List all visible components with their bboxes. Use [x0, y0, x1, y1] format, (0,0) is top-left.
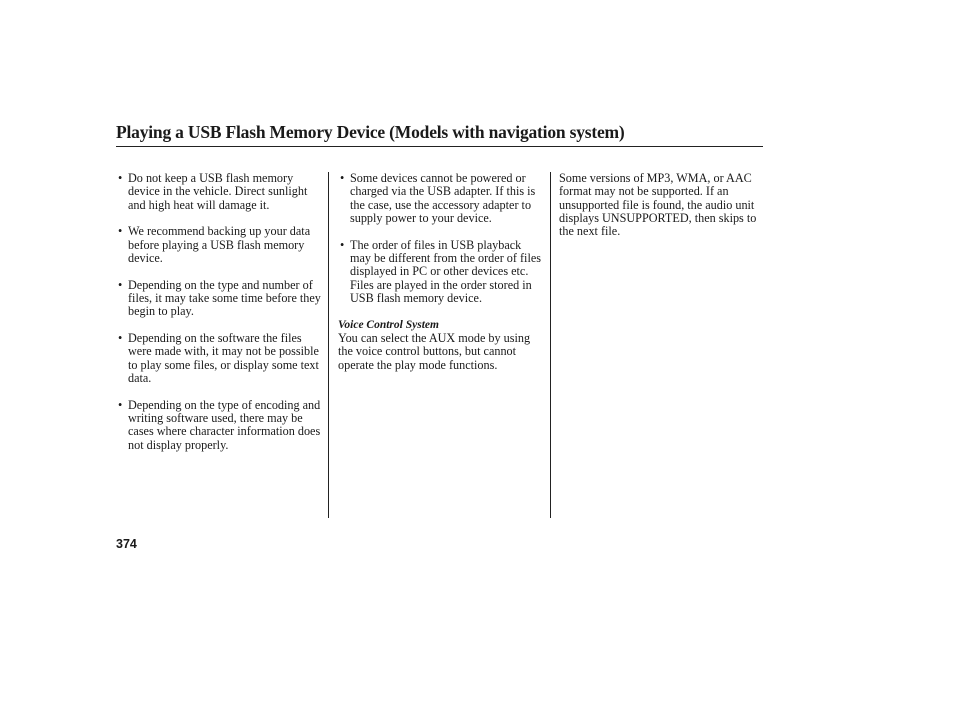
list-item [118, 332, 323, 385]
bullet-text: Depending on the type of encoding and writing software used, there may be cases where character information does not display properly. [128, 397, 321, 452]
page-title: Playing a USB Flash Memory Device (Models with navigation system) [116, 122, 625, 142]
column-2 [338, 172, 543, 372]
column-1 [118, 172, 323, 466]
bullet-text: Depending on the type and number of files, it may take some time before they begin to play. [128, 277, 321, 319]
column-divider [550, 172, 551, 518]
list-item [118, 225, 323, 265]
title-rule [116, 146, 763, 147]
column-divider [328, 172, 329, 518]
bullet-icon: • [340, 171, 345, 185]
bullet-icon: • [118, 277, 123, 292]
page-number: 374 [116, 537, 137, 551]
bullet-icon: • [340, 237, 345, 252]
bullet-text: Some devices cannot be powered or charged via the USB adapter. If this is the case, use the accessory adapter to supply power to your device. [350, 171, 536, 225]
section-paragraph: Some versions of MP3, WMA, or AAC format may not be supported. If an unsupported file is found, the audio unit displays UNSUPPORTED, then skips to the next file. [559, 171, 757, 239]
list-item [118, 279, 323, 319]
list-item [340, 239, 543, 305]
bullet-text: Do not keep a USB flash memory device in the vehicle. Direct sunlight and high heat will damage it. [128, 171, 308, 212]
list-item [118, 172, 323, 212]
bullet-text: The order of files in USB playback may be different from the order of files displayed in PC or other devices etc. Files are played in the order stored in USB flash memory device. [350, 237, 541, 305]
bullet-icon: • [118, 224, 123, 239]
section-subheading: Voice Control System [338, 318, 439, 331]
bullet-icon: • [118, 331, 123, 346]
bullet-text: We recommend backing up your data before playing a USB flash memory device. [128, 224, 311, 265]
list-item [340, 172, 543, 225]
column-3 [559, 172, 766, 238]
bullet-icon: • [118, 171, 123, 185]
section-paragraph: You can select the AUX mode by using the voice control buttons, but cannot operate the play mode functions. [338, 330, 531, 372]
list-item [118, 399, 323, 452]
bullet-text: Depending on the software the files were made with, it may not be possible to play some files, or display some text data. [128, 331, 319, 386]
bullet-icon: • [118, 397, 123, 412]
